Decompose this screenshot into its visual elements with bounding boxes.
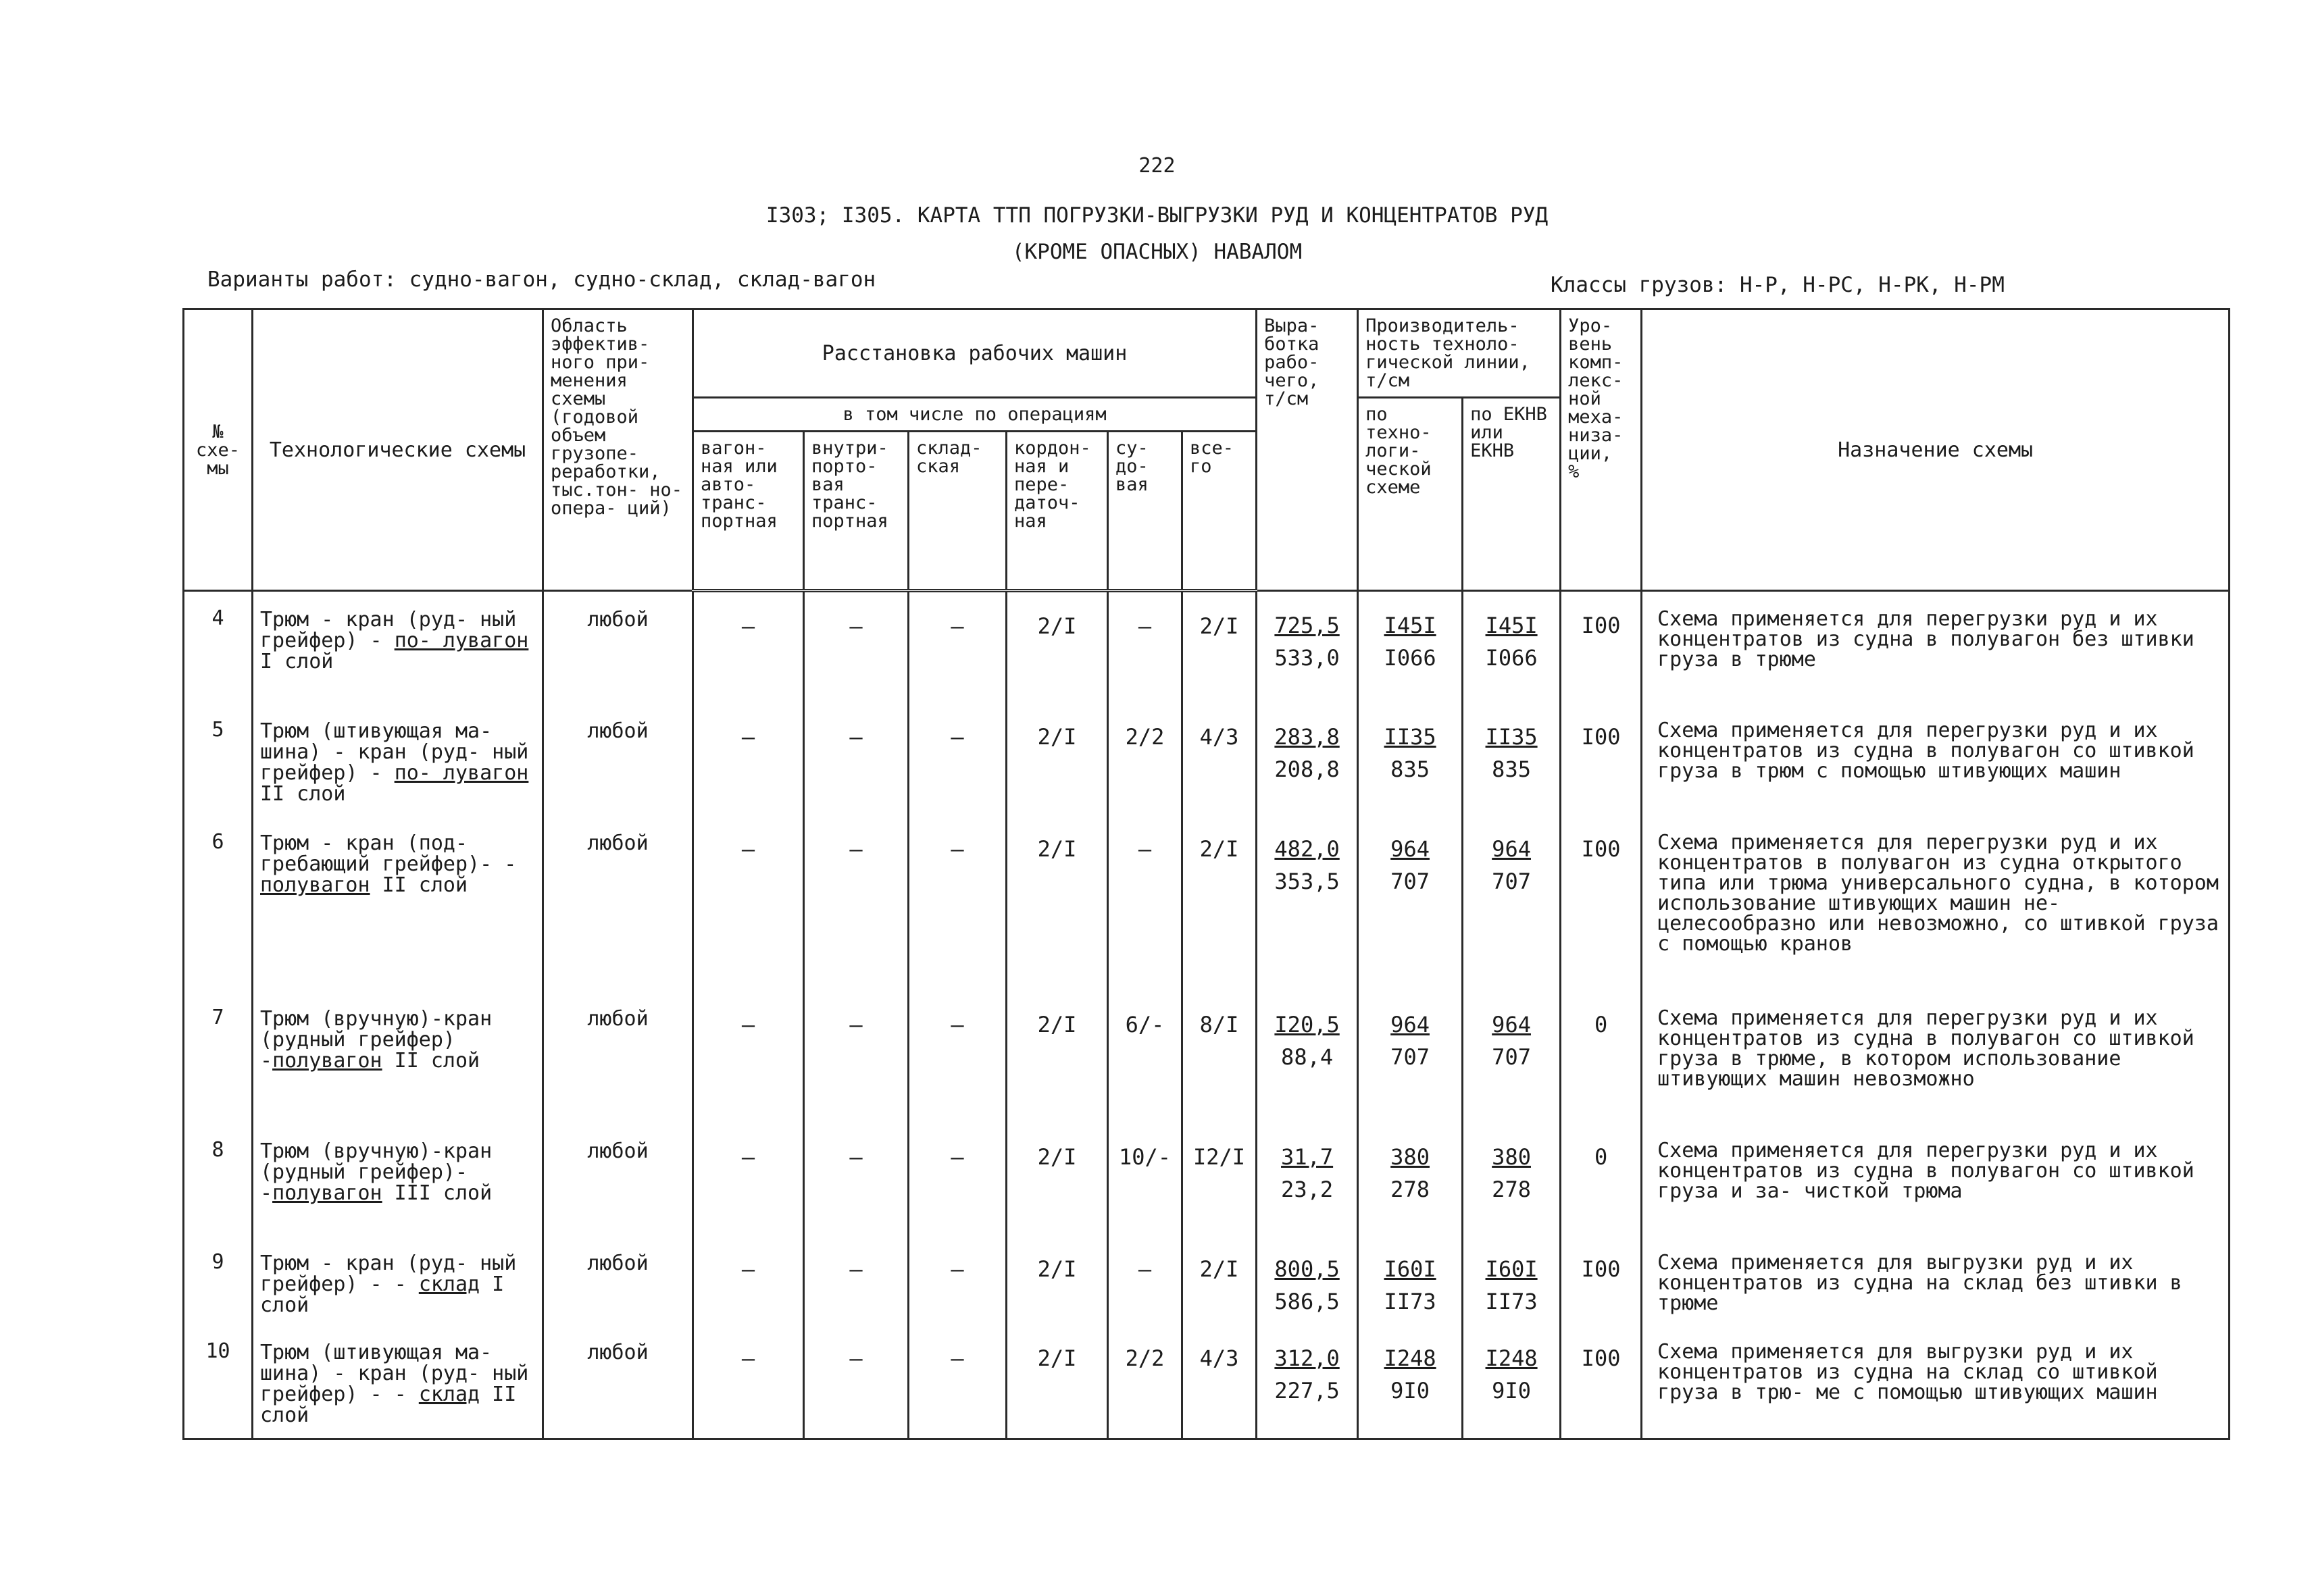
prod-ekn-bottom: 278 — [1492, 1176, 1531, 1202]
output-bottom: 533,0 — [1274, 645, 1340, 671]
row-op-cordon: 2/I — [1007, 815, 1108, 991]
row-prod-ekn — [1463, 591, 1561, 703]
prod-scheme-bottom: 707 — [1390, 868, 1430, 894]
row-output — [1257, 1235, 1358, 1324]
col-productivity-header: Производитель- ность техноло- гической линии, т/см — [1358, 309, 1561, 398]
row-output — [1257, 1123, 1358, 1235]
row-op-inner: – — [804, 591, 909, 703]
row-prod-ekn — [1463, 1235, 1561, 1324]
table-row — [184, 815, 2230, 991]
prod-ekn-bottom: II73 — [1485, 1288, 1538, 1314]
row-op-total: 2/I — [1182, 591, 1257, 703]
scheme-text: Трюм (вручную)-кран (рудный грейфер)- - — [260, 1139, 493, 1205]
row-op-total: 2/I — [1182, 815, 1257, 991]
prod-scheme-top: I45I — [1384, 613, 1436, 638]
row-op-ship: 10/- — [1108, 1123, 1182, 1235]
col-num-header: № схе- мы — [184, 309, 253, 591]
row-op-store: – — [909, 591, 1007, 703]
col-level-header: Уро- вень комп- лекс- ной меха- низа- ции, % — [1561, 309, 1642, 591]
scheme-text: Трюм - кран (руд- ный грейфер) - — [260, 608, 517, 652]
output-top: 283,8 — [1274, 723, 1340, 750]
row-op-wagon: – — [693, 703, 804, 815]
row-op-wagon: – — [693, 1235, 804, 1324]
row-op-cordon: 2/I — [1007, 591, 1108, 703]
row-purpose: Схема применяется для выгрузки руд и их концентратов из судна на склад со штивкой груза в трю- ме с помощью штивующих машин — [1642, 1324, 2230, 1439]
output-top: 312,0 — [1274, 1345, 1340, 1371]
row-purpose: Схема применяется для перегрузки руд и их концентратов из судна в полувагон со штивкой груза в трюм с помощью штивующих машин — [1642, 703, 2230, 815]
prod-scheme-top: I248 — [1384, 1345, 1436, 1371]
row-scheme — [253, 1235, 543, 1324]
row-op-cordon: 2/I — [1007, 1123, 1108, 1235]
row-prod-ekn — [1463, 815, 1561, 991]
row-op-store: – — [909, 703, 1007, 815]
output-bottom: 23,2 — [1281, 1176, 1334, 1202]
title-line-1: I303; I305. КАРТА ТТП ПОГРУЗКИ-ВЫГРУЗКИ РУД И КОНЦЕНТРАТОВ РУД — [765, 203, 1549, 228]
prod-scheme-top: II35 — [1384, 723, 1436, 750]
prod-scheme-top: 964 — [1390, 835, 1430, 862]
prod-scheme-bottom: I066 — [1384, 645, 1436, 671]
row-op-cordon: 2/I — [1007, 1235, 1108, 1324]
work-variants: Варианты работ: судно-вагон, судно-склад, склад-вагон — [207, 267, 876, 292]
prod-ekn-top: I248 — [1485, 1345, 1538, 1371]
col-op-total-header: все- го — [1182, 432, 1257, 591]
row-num: 7 — [184, 991, 253, 1123]
row-num: 6 — [184, 815, 253, 991]
output-top: 31,7 — [1281, 1143, 1334, 1170]
scheme-layer: I слой — [260, 1272, 505, 1317]
row-op-ship: – — [1108, 1235, 1182, 1324]
row-op-cordon: 2/I — [1007, 703, 1108, 815]
row-area: любой — [543, 1123, 693, 1235]
row-prod-ekn — [1463, 1324, 1561, 1439]
row-op-inner: – — [804, 991, 909, 1123]
row-area: любой — [543, 1235, 693, 1324]
col-by-ekn-header: по ЕКНВ или ЕКНВ — [1463, 398, 1561, 591]
prod-scheme-bottom: 707 — [1390, 1044, 1430, 1070]
row-purpose: Схема применяется для перегрузки руд и их концентратов в полувагон из судна открытого типа или трюма универсального судна, в котором использование штивующих машин не- целесообразно или невозможно, со штивкой груза с помощью кранов — [1642, 815, 2230, 991]
row-num: 9 — [184, 1235, 253, 1324]
cargo-classes: Классы грузов: Н-Р, Н-РС, Н-РК, Н-РМ — [1551, 273, 2005, 297]
scheme-layer: II слой — [370, 873, 468, 897]
col-op-store-header: склад- ская — [909, 432, 1007, 591]
row-op-total: 4/3 — [1182, 1324, 1257, 1439]
table-row — [184, 703, 2230, 815]
row-op-ship: – — [1108, 815, 1182, 991]
row-op-store: – — [909, 991, 1007, 1123]
row-op-total: I2/I — [1182, 1123, 1257, 1235]
scheme-destination: полувагон — [272, 1048, 382, 1073]
output-bottom: 227,5 — [1274, 1377, 1340, 1404]
col-op-wagon-header: вагон- ная или авто- транс- портная — [693, 432, 804, 591]
row-op-store: – — [909, 1123, 1007, 1235]
scheme-text: Трюм - кран (руд- ный грейфер) - - — [260, 1251, 517, 1296]
row-op-total: 2/I — [1182, 1235, 1257, 1324]
row-num: 8 — [184, 1123, 253, 1235]
row-op-wagon: – — [693, 1123, 804, 1235]
prod-scheme-bottom: 835 — [1390, 756, 1430, 782]
row-op-wagon: – — [693, 815, 804, 991]
row-prod-scheme — [1358, 703, 1463, 815]
row-op-ship: – — [1108, 591, 1182, 703]
row-scheme — [253, 991, 543, 1123]
row-prod-scheme — [1358, 1324, 1463, 1439]
row-prod-scheme — [1358, 815, 1463, 991]
row-area: любой — [543, 703, 693, 815]
row-scheme — [253, 703, 543, 815]
output-bottom: 88,4 — [1281, 1044, 1334, 1070]
prod-scheme-bottom: 278 — [1390, 1176, 1430, 1202]
row-scheme — [253, 815, 543, 991]
row-level: I00 — [1561, 1235, 1642, 1324]
output-top: I20,5 — [1274, 1011, 1340, 1037]
col-output-header: Выра- ботка рабо- чего, т/см — [1257, 309, 1358, 591]
page-number: 222 — [1138, 154, 1176, 178]
table-row — [184, 1123, 2230, 1235]
row-prod-scheme — [1358, 1123, 1463, 1235]
row-scheme — [253, 591, 543, 703]
row-prod-scheme — [1358, 991, 1463, 1123]
row-op-store: – — [909, 1235, 1007, 1324]
scheme-layer: II слой — [260, 781, 346, 806]
row-op-inner: – — [804, 1123, 909, 1235]
row-level: I00 — [1561, 591, 1642, 703]
row-area: любой — [543, 815, 693, 991]
row-prod-scheme — [1358, 1235, 1463, 1324]
prod-ekn-bottom: 707 — [1492, 868, 1531, 894]
row-prod-ekn — [1463, 1123, 1561, 1235]
prod-scheme-top: I60I — [1384, 1256, 1436, 1282]
row-prod-ekn — [1463, 991, 1561, 1123]
row-level: I00 — [1561, 815, 1642, 991]
row-op-wagon: – — [693, 1324, 804, 1439]
page-title — [0, 197, 2314, 270]
row-op-total: 8/I — [1182, 991, 1257, 1123]
scheme-text: Трюм (вручную)-кран (рудный грейфер) - — [260, 1006, 493, 1073]
prod-ekn-bottom: I066 — [1485, 645, 1538, 671]
scheme-destination: по- лувагон — [394, 629, 529, 652]
prod-ekn-bottom: 9I0 — [1492, 1377, 1531, 1404]
prod-ekn-top: 380 — [1492, 1143, 1531, 1170]
row-op-ship: 2/2 — [1108, 703, 1182, 815]
row-purpose: Схема применяется для перегрузки руд и их концентратов из судна в полувагон без штивки груза в трюме — [1642, 591, 2230, 703]
row-op-ship: 6/- — [1108, 991, 1182, 1123]
row-num: 4 — [184, 591, 253, 703]
output-bottom: 586,5 — [1274, 1288, 1340, 1314]
row-op-wagon: – — [693, 991, 804, 1123]
output-top: 725,5 — [1274, 613, 1340, 638]
scheme-destination: полувагон — [272, 1181, 382, 1205]
row-op-inner: – — [804, 1324, 909, 1439]
row-output — [1257, 703, 1358, 815]
row-op-inner: – — [804, 1235, 909, 1324]
prod-scheme-top: 964 — [1390, 1011, 1430, 1037]
col-scheme-header: Технологические схемы — [253, 309, 543, 591]
scheme-text: Трюм (штивующая ма- шина) - кран (руд- ный грейфер) - - — [260, 1340, 529, 1406]
scheme-text: Трюм (штивующая ма- шина) - кран (руд- ный грейфер) - — [260, 719, 529, 785]
row-op-inner: – — [804, 703, 909, 815]
output-bottom: 208,8 — [1274, 756, 1340, 782]
output-top: 482,0 — [1274, 835, 1340, 862]
row-op-total: 4/3 — [1182, 703, 1257, 815]
row-num: 10 — [184, 1324, 253, 1439]
scheme-layer: II слой — [382, 1048, 480, 1073]
row-purpose: Схема применяется для выгрузки руд и их концентратов из судна на склад без штивки в трюме — [1642, 1235, 2230, 1324]
col-op-inner-header: внутри- порто- вая транс- портная — [804, 432, 909, 591]
scheme-destination: склад — [418, 1382, 480, 1406]
row-op-cordon: 2/I — [1007, 991, 1108, 1123]
row-prod-scheme — [1358, 591, 1463, 703]
col-by-scheme-header: по техно- логи- ческой схеме — [1358, 398, 1463, 591]
prod-ekn-top: II35 — [1485, 723, 1538, 750]
col-placement-header: Расстановка рабочих машин — [693, 309, 1257, 398]
row-level: I00 — [1561, 1324, 1642, 1439]
prod-scheme-bottom: II73 — [1384, 1288, 1436, 1314]
row-level: 0 — [1561, 1123, 1642, 1235]
technology-table — [182, 308, 2230, 1440]
scheme-destination: полувагон — [260, 873, 370, 897]
row-op-ship: 2/2 — [1108, 1324, 1182, 1439]
row-op-store: – — [909, 1324, 1007, 1439]
prod-ekn-top: 964 — [1492, 835, 1531, 862]
row-num: 5 — [184, 703, 253, 815]
row-scheme — [253, 1123, 543, 1235]
scheme-destination: по- лувагон — [394, 761, 529, 785]
table-row — [184, 591, 2230, 703]
row-output — [1257, 991, 1358, 1123]
prod-scheme-bottom: 9I0 — [1390, 1377, 1430, 1404]
scheme-destination: склад — [418, 1272, 480, 1296]
col-purpose-header: Назначение схемы — [1642, 309, 2230, 591]
table-row — [184, 1324, 2230, 1439]
row-level: 0 — [1561, 991, 1642, 1123]
row-output — [1257, 591, 1358, 703]
col-area-header: Область эффектив- ного при- менения схемы (годовой объем грузопе- реработки, тыс.тон- но-опера- ций) — [543, 309, 693, 591]
prod-ekn-bottom: 707 — [1492, 1044, 1531, 1070]
row-op-wagon: – — [693, 591, 804, 703]
prod-ekn-top: I60I — [1485, 1256, 1538, 1282]
row-prod-ekn — [1463, 703, 1561, 815]
row-area: любой — [543, 991, 693, 1123]
prod-ekn-top: I45I — [1485, 613, 1538, 638]
row-op-inner: – — [804, 815, 909, 991]
prod-ekn-top: 964 — [1492, 1011, 1531, 1037]
col-incl-ops-header: в том числе по операциям — [693, 398, 1257, 432]
row-purpose: Схема применяется для перегрузки руд и их концентратов из судна в полувагон со штивкой груза и за- чисткой трюма — [1642, 1123, 2230, 1235]
scheme-layer: I слой — [260, 650, 334, 673]
title-line-2: (КРОМЕ ОПАСНЫХ) НАВАЛОМ — [1011, 240, 1303, 264]
scheme-layer: III слой — [382, 1181, 493, 1205]
row-output — [1257, 815, 1358, 991]
row-area: любой — [543, 1324, 693, 1439]
table-row — [184, 1235, 2230, 1324]
row-area: любой — [543, 591, 693, 703]
row-scheme — [253, 1324, 543, 1439]
table-row — [184, 991, 2230, 1123]
prod-scheme-top: 380 — [1390, 1143, 1430, 1170]
output-bottom: 353,5 — [1274, 868, 1340, 894]
prod-ekn-bottom: 835 — [1492, 756, 1531, 782]
scheme-layer: II слой — [260, 1382, 517, 1427]
row-output — [1257, 1324, 1358, 1439]
output-top: 800,5 — [1274, 1256, 1340, 1282]
col-op-cordon-header: кордон- ная и пере- даточ- ная — [1007, 432, 1108, 591]
row-op-cordon: 2/I — [1007, 1324, 1108, 1439]
scheme-text: Трюм - кран (под- гребающий грейфер)- - — [260, 831, 517, 876]
row-level: I00 — [1561, 703, 1642, 815]
row-op-store: – — [909, 815, 1007, 991]
row-purpose: Схема применяется для перегрузки руд и их концентратов из судна в полувагон со штивкой груза в трюме, в котором использование штивующих машин невозможно — [1642, 991, 2230, 1123]
col-op-ship-header: су- до- вая — [1108, 432, 1182, 591]
